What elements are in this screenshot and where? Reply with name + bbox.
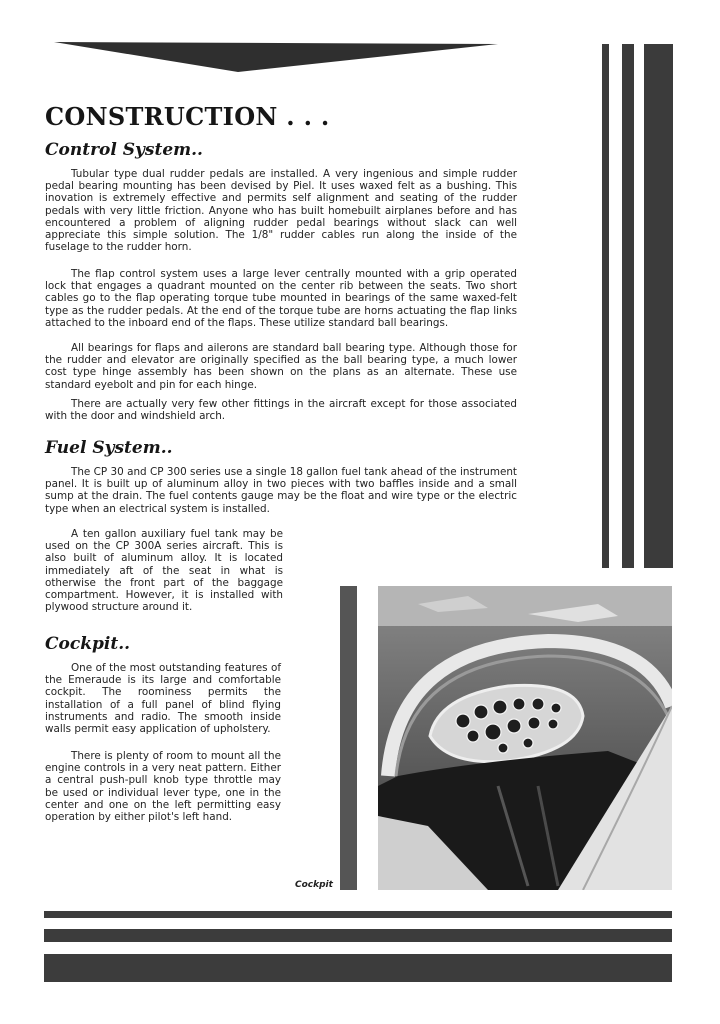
cockpit-photo	[378, 586, 672, 890]
bottom-bar-3	[44, 954, 672, 982]
bottom-bar-2	[44, 929, 672, 942]
photo-side-bar	[340, 586, 357, 890]
bottom-bar-1	[44, 911, 672, 918]
right-vertical-bar-1	[602, 44, 609, 568]
control-paragraph-2: The flap control system uses a large lever centrally mounted with a grip operated lock that engages a quadrant mounted on the center rib between the seats. Two short cables go to the flap operating torque tube mounted in bearings of the same waxed-felt type as the rudder pedals. At the end of the torque tube are horns actuating the flap links attached to the inboard end of the flaps. These utilize standard ball bearings.	[45, 268, 517, 329]
right-vertical-bar-3	[644, 44, 673, 568]
right-vertical-bar-2	[622, 44, 634, 568]
control-system-title: Control System..	[45, 140, 203, 160]
cockpit-paragraph-1: One of the most outstanding features of the Emeraude is its large and comfortable cockpit. The roominess permits the installation of a full panel of blind flying instruments and radio. The smooth inside walls permit easy application of upholstery.	[45, 662, 281, 736]
fuel-system-title: Fuel System..	[45, 438, 173, 458]
fuel-paragraph-1: The CP 30 and CP 300 series use a single 18 gallon fuel tank ahead of the instrument panel. It is built up of aluminum alloy in two pieces with two baffles inside and a small sump at the drain. The fuel contents gauge may be the float and wire type or the electric type when an electrical system is installed.	[45, 466, 517, 515]
page-title: CONSTRUCTION . . .	[45, 102, 330, 131]
cockpit-title: Cockpit..	[45, 634, 131, 654]
top-wedge-decoration	[0, 0, 720, 80]
fuel-paragraph-2: A ten gallon auxiliary fuel tank may be used on the CP 300A series aircraft. This is also built of aluminum alloy. It is located immediately aft of the seat in what is otherwise the front part of the baggage compartment. However, it is installed with plywood structure around it.	[45, 528, 283, 614]
cockpit-paragraph-2: There is plenty of room to mount all the engine controls in a very neat pattern. Either a central push-pull knob type throttle may be used or individual lever type, one in the center and one on the left permitting easy operation by either pilot's left hand.	[45, 750, 281, 824]
control-paragraph-4: There are actually very few other fittings in the aircraft except for those associated with the door and windshield arch.	[45, 398, 517, 423]
control-paragraph-1: Tubular type dual rudder pedals are installed. A very ingenious and simple rudder pedal bearing mounting has been devised by Piel. It uses waxed felt as a bushing. This inovation is extremely effective and permits self alignment and seating of the rudder pedals with very little friction. Anyone who has built homebuilt airplanes before and has encountered a problem of aligning rudder pedal bearings without slack can well appreciate this simple solution. The 1/8" rudder cables run along the inside of the fuselage to the rudder horn.	[45, 168, 517, 254]
photo-caption: Cockpit	[295, 880, 333, 890]
control-paragraph-3: All bearings for flaps and ailerons are standard ball bearing type. Although those for the rudder and elevator are originally specified as the ball bearing type, a much lower cost type hinge assembly has been shown on the plans as an alternate. These use standard eyebolt and pin for each hinge.	[45, 342, 517, 391]
